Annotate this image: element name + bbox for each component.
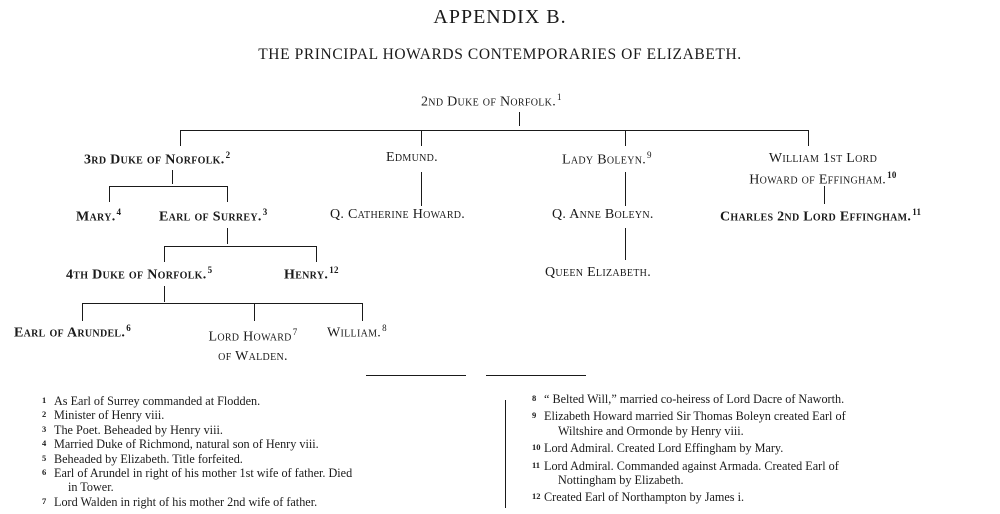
footnote-separator-rule xyxy=(366,375,466,376)
footnote-5: 5 Beheaded by Elizabeth. Title forfeited. xyxy=(42,451,243,466)
node-q-anne-boleyn: Q. Anne Boleyn. xyxy=(552,207,654,222)
footnote-separator-rule-right xyxy=(486,375,586,376)
node-2nd-duke-of-norfolk: 2nd Duke of Norfolk.$^1$ xyxy=(421,92,562,110)
footnote-9: 9 Elizabeth Howard married Sir Thomas Boleyn created Earl of Wiltshire and Ormonde by Henry viii. xyxy=(532,409,846,438)
node-mary: Mary.$^4$ xyxy=(76,207,122,225)
footnote-4: 4 Married Duke of Richmond, natural son of Henry viii. xyxy=(42,437,319,452)
footnote-6: 6 Earl of Arundel in right of his mother 1st wife of father. Died in Tower. xyxy=(42,466,353,495)
node-3rd-duke-of-norfolk: 3rd Duke of Norfolk.$^2$ xyxy=(84,150,231,168)
footnote-12: 12 Created Earl of Northampton by James i. xyxy=(532,490,745,505)
node-henry: Henry.$^{12}$ xyxy=(284,265,339,283)
node-queen-elizabeth: Queen Elizabeth. xyxy=(545,265,651,280)
footnote-10: 10 Lord Admiral. Created Lord Effingham by Mary. xyxy=(532,441,784,456)
node-edmund: Edmund. xyxy=(386,150,438,165)
page-subtitle: THE PRINCIPAL HOWARDS CONTEMPORARIES OF ELIZABETH. xyxy=(258,46,742,63)
node-william: William.$^8$ xyxy=(327,323,387,341)
node-4th-duke-of-norfolk: 4th Duke of Norfolk.$^5$ xyxy=(66,265,213,283)
node-earl-of-arundel: Earl of Arundel.$^6$ xyxy=(14,323,132,341)
node-charles-2nd-lord-effingham: Charles 2nd Lord Effingham.$^{11}$ xyxy=(720,207,922,225)
appendix-title: APPENDIX B. xyxy=(433,6,567,28)
footnote-7: 7 Lord Walden in right of his mother 2nd wife of father. xyxy=(42,494,318,509)
node-lord-howard-of-walden: Lord Howard$^7$ of Walden. xyxy=(208,327,298,364)
footnote-2: 2 Minister of Henry viii. xyxy=(42,408,165,423)
node-q-catherine-howard: Q. Catherine Howard. xyxy=(330,207,466,222)
footnotes-right xyxy=(532,392,846,505)
footnote-3: 3 The Poet. Beheaded by Henry viii. xyxy=(42,422,223,437)
footnote-11: 11 Lord Admiral. Commanded against Armada. Created Earl of Nottingham by Elizabeth. xyxy=(532,458,839,488)
node-earl-of-surrey: Earl of Surrey.$^3$ xyxy=(159,207,268,225)
footnote-1: 1 As Earl of Surrey commanded at Flodden. xyxy=(42,394,261,408)
footnotes-left xyxy=(42,394,352,509)
footnote-column-divider xyxy=(505,400,506,508)
footnote-8: 8 “ Belted Will,” married co-heiress of Lord Dacre of Naworth. xyxy=(532,392,845,406)
node-william-1st-lord-howard: William 1st Lord Howard of Effingham.$^{10}$ xyxy=(749,151,897,188)
node-lady-boleyn: Lady Boleyn.$^9$ xyxy=(562,150,652,168)
